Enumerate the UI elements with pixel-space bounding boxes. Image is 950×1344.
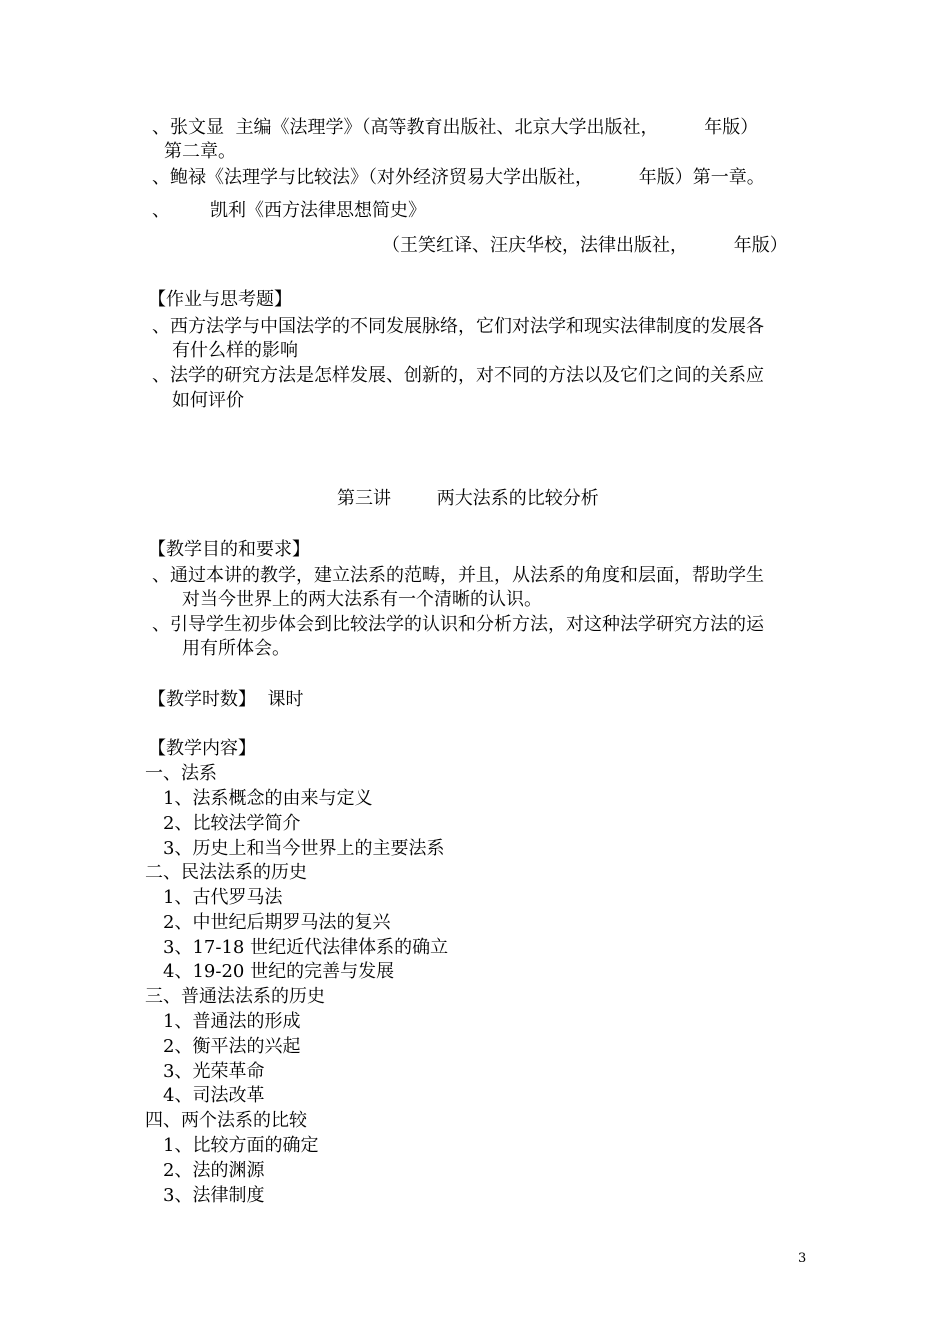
reference-3-line2: （王笑红译、汪庆华校，法律出版社， 年版） [382,235,788,256]
section-4-heading: 四、两个法系的比较 [145,1110,307,1131]
section-3-item: 4、司法改革 [163,1085,265,1106]
content-heading: 【教学内容】 [148,738,256,759]
objective-1-line1: 、通过本讲的教学，建立法系的范畴，并且，从法系的角度和层面，帮助学生 [152,565,764,586]
homework-heading: 【作业与思考题】 [148,289,292,310]
section-4-item: 2、法的渊源 [163,1160,265,1181]
section-1-item: 3、历史上和当今世界上的主要法系 [163,838,445,859]
homework-q1-line1: 、西方法学与中国法学的不同发展脉络，它们对法学和现实法律制度的发展各 [152,316,764,337]
section-2-item: 2、中世纪后期罗马法的复兴 [163,912,391,933]
reference-2: 、鲍禄《法理学与比较法》（对外经济贸易大学出版社， 年版）第一章。 [152,167,765,188]
section-3-item: 1、普通法的形成 [163,1011,301,1032]
teaching-hours: 【教学时数】 课时 [148,689,304,710]
reference-3-line1: 、 凯利《西方法律思想简史》 [152,200,427,221]
section-1-item: 2、比较法学简介 [163,813,301,834]
section-3-item: 2、衡平法的兴起 [163,1036,301,1057]
homework-q1-line2: 有什么样的影响 [172,340,298,361]
section-3-heading: 三、普通法法系的历史 [145,986,325,1007]
homework-q2-line1: 、法学的研究方法是怎样发展、创新的，对不同的方法以及它们之间的关系应 [152,365,764,386]
section-4-item: 3、法律制度 [163,1185,265,1206]
homework-q2-line2: 如何评价 [172,390,244,411]
section-2-item: 1、古代罗马法 [163,887,283,908]
section-4-item: 1、比较方面的确定 [163,1135,319,1156]
section-2-item: 3、17-18 世纪近代法律体系的确立 [163,937,449,958]
reference-1-line2: 第二章。 [164,141,236,162]
section-1-heading: 一、法系 [145,763,217,784]
objective-2-line2: 用有所体会。 [182,638,290,659]
objectives-heading: 【教学目的和要求】 [148,539,310,560]
reference-1-line1: 、张文显 主编《法理学》（高等教育出版社、北京大学出版社， 年版） [152,117,759,138]
page-number: 3 [798,1251,807,1266]
section-2-heading: 二、民法法系的历史 [145,862,307,883]
section-3-item: 3、光荣革命 [163,1061,265,1082]
section-1-item: 1、法系概念的由来与定义 [163,788,373,809]
objective-1-line2: 对当今世界上的两大法系有一个清晰的认识。 [182,589,542,610]
lecture-title: 第三讲 两大法系的比较分析 [337,488,599,509]
section-2-item: 4、19-20 世纪的完善与发展 [163,961,395,982]
objective-2-line1: 、引导学生初步体会到比较法学的认识和分析方法，对这种法学研究方法的运 [152,614,764,635]
